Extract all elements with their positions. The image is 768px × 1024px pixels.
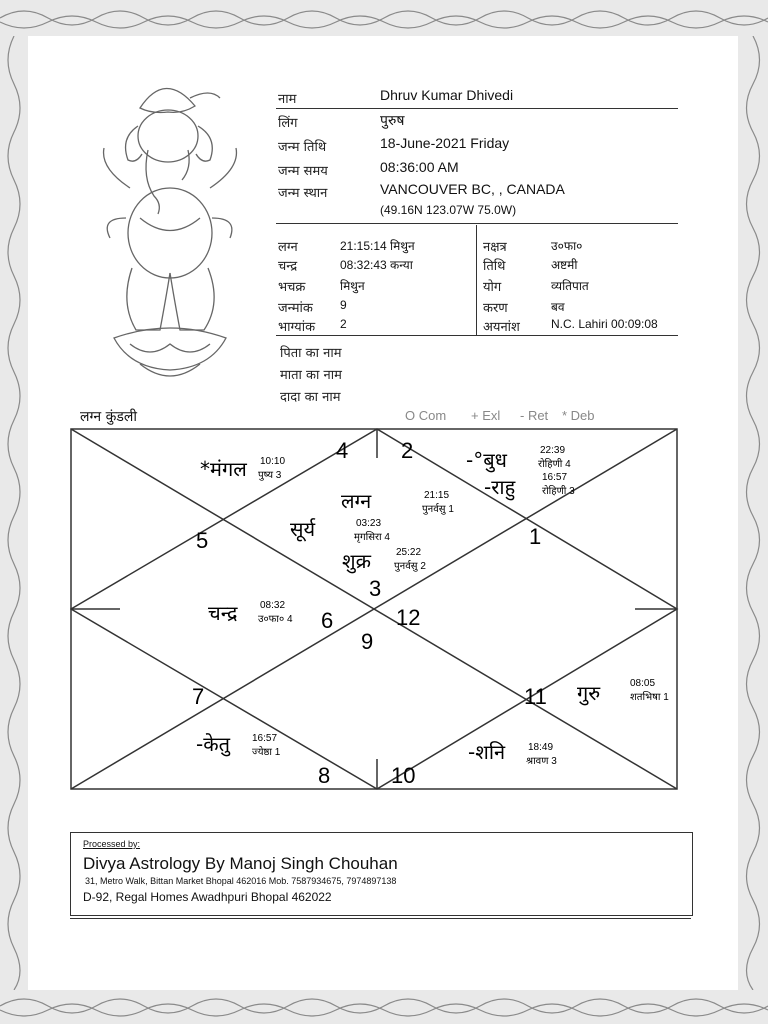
house-number: 6 <box>321 608 334 633</box>
tithi-value: अष्टमी <box>551 258 578 272</box>
planet-saturn: -शनि <box>468 740 506 764</box>
birth-place-label: जन्म स्थान <box>278 186 328 201</box>
kundali-chart <box>70 428 680 792</box>
birth-date-label: जन्म तिथि <box>278 140 327 155</box>
footer-underline <box>70 918 691 919</box>
ayanamsha-label: अयनांश <box>483 320 520 335</box>
bhagyank-value: 2 <box>340 317 347 331</box>
company-address-2: D-92, Regal Homes Awadhpuri Bhopal 462022 <box>83 890 332 904</box>
kundali-title: लग्न कुंडली <box>80 409 138 425</box>
moon-label: चन्द्र <box>278 259 298 274</box>
planet-nakshatra: श्रावण 3 <box>526 756 557 767</box>
janmank-value: 9 <box>340 298 347 312</box>
house-number: 5 <box>196 528 209 553</box>
planet-degree: 22:39 <box>540 445 566 456</box>
karana-label: करण <box>483 301 508 316</box>
mother-name-label: माता का नाम <box>280 368 342 383</box>
floral-pattern-bottom <box>0 990 768 1024</box>
planet-degree: 21:15 <box>424 490 450 501</box>
company-name: Divya Astrology By Manoj Singh Chouhan <box>83 854 398 873</box>
planet-jupiter: गुरु <box>577 681 601 705</box>
lagna-label: लग्न <box>278 240 298 255</box>
gender-label: लिंग <box>278 116 298 131</box>
planet-degree: 18:49 <box>528 742 554 753</box>
lagna-marker: लग्न <box>341 489 372 513</box>
house-number: 1 <box>529 524 542 549</box>
karana-value: बव <box>551 300 565 314</box>
tithi-label: तिथि <box>483 259 506 274</box>
decorative-border-bottom <box>0 990 768 1024</box>
floral-pattern-left <box>0 36 28 990</box>
column-divider <box>476 225 477 335</box>
planet-mercury: -°बुध <box>466 448 507 472</box>
house-number: 2 <box>401 438 414 463</box>
decorative-border-top <box>0 0 768 36</box>
floral-pattern-top <box>0 0 768 36</box>
nakshatra-label: नक्षत्र <box>483 240 507 255</box>
planet-degree: 16:57 <box>542 472 568 483</box>
house-number: 10 <box>391 763 416 788</box>
planet-moon: चन्द्र <box>208 601 238 625</box>
rashi-label: भचक्र <box>278 280 306 295</box>
planet-degree: 08:32 <box>260 600 286 611</box>
processed-by-box <box>70 832 693 916</box>
house-number: 12 <box>396 605 421 630</box>
birth-time-label: जन्म समय <box>278 164 328 179</box>
planet-degree: 08:05 <box>630 678 656 689</box>
legend-combust: O Com <box>405 408 447 423</box>
gender-value: पुरुष <box>380 112 405 128</box>
grandfather-name-label: दादा का नाम <box>280 390 341 405</box>
planet-nakshatra: पुनर्वसु 2 <box>394 561 426 572</box>
company-address-1: 31, Metro Walk, Bittan Market Bhopal 462016 Mob. 7587934675, 7974897138 <box>85 876 397 886</box>
planet-nakshatra: रोहिणी 3 <box>542 486 575 497</box>
house-number: 3 <box>369 576 382 601</box>
planet-nakshatra: रोहिणी 4 <box>538 459 571 470</box>
planet-rahu: -राहु <box>484 475 516 499</box>
planet-nakshatra: उ०फा० 4 <box>258 614 293 625</box>
house-number: 7 <box>192 684 205 709</box>
legend-debilitated: * Deb <box>562 408 595 423</box>
planet-degree: 10:10 <box>260 456 286 467</box>
legend-exalted: + Exl <box>471 408 501 423</box>
planet-nakshatra: शतभिषा 1 <box>630 692 669 703</box>
planet-mars: *मंगल <box>200 457 247 481</box>
planet-venus: शुक्र <box>342 549 371 573</box>
bhagyank-label: भाग्यांक <box>278 320 316 335</box>
divider <box>276 335 678 336</box>
decorative-border-right <box>738 36 768 990</box>
house-number: 8 <box>318 763 331 788</box>
planet-nakshatra: पुष्य 3 <box>258 470 282 481</box>
birth-date-value: 18-June-2021 Friday <box>380 135 510 151</box>
rashi-value: मिथुन <box>340 279 365 293</box>
janmank-label: जन्मांक <box>278 301 313 316</box>
floral-pattern-right <box>738 36 768 990</box>
yoga-label: योग <box>483 280 502 295</box>
house-number: 4 <box>336 438 349 463</box>
ganesha-illustration <box>70 68 270 388</box>
divider <box>276 223 678 224</box>
legend-retrograde: - Ret <box>520 408 549 423</box>
ayanamsha-value: N.C. Lahiri 00:09:08 <box>551 317 658 331</box>
house-number: 9 <box>361 629 374 654</box>
planet-degree: 16:57 <box>252 733 278 744</box>
nakshatra-value: उ०फा० <box>551 239 583 253</box>
planet-nakshatra: ज्येष्ठा 1 <box>252 747 281 758</box>
planet-sun: सूर्य <box>290 517 316 541</box>
birth-place-value: VANCOUVER BC, , CANADA <box>380 181 565 197</box>
decorative-border-left <box>0 36 28 990</box>
moon-value: 08:32:43 कन्या <box>340 258 413 272</box>
planet-degree: 25:22 <box>396 547 422 558</box>
father-name-label: पिता का नाम <box>280 346 342 361</box>
name-label: नाम <box>278 92 297 107</box>
house-number: 11 <box>524 684 547 709</box>
planet-nakshatra: मृगसिरा 4 <box>354 532 390 543</box>
name-value: Dhruv Kumar Dhivedi <box>380 87 514 103</box>
coordinates: (49.16N 123.07W 75.0W) <box>380 203 517 217</box>
yoga-value: व्यतिपात <box>551 279 589 293</box>
planet-degree: 03:23 <box>356 518 382 529</box>
processed-by-label: Processed by: <box>83 839 141 849</box>
planet-ketu: -केतु <box>196 732 230 756</box>
lagna-value: 21:15:14 मिथुन <box>340 239 415 253</box>
planet-nakshatra: पुनर्वसु 1 <box>422 504 454 515</box>
divider <box>276 108 678 109</box>
birth-time-value: 08:36:00 AM <box>380 159 459 175</box>
